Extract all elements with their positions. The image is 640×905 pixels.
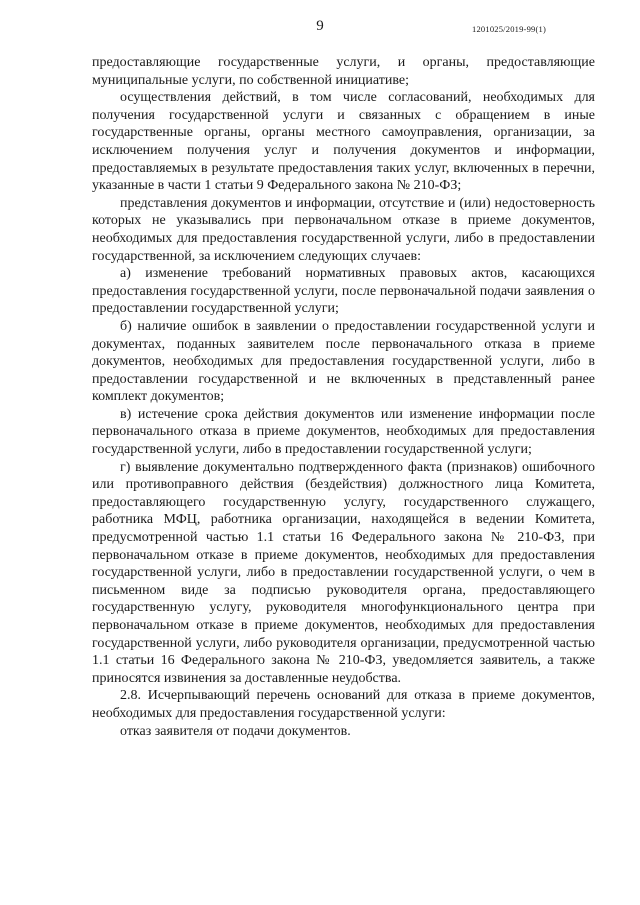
paragraph-refusal: отказ заявителя от подачи документов. — [120, 723, 351, 739]
paragraph-item-v: в) истечение срока действия документов или изменение информации после первоначального отказа в приеме документов, необходимых для предоставления государственной услуги, либо в предоставлении государственной услуги; — [92, 406, 595, 458]
paragraph-item-g: г) выявление документально подтвержденного факта (признаков) ошибочного или противоправного действия (бездействия) должностного лица Комитета, предоставляющего государственную услугу, государственного служащего, работника МФЦ, работника организации, находящейся в ведении Комитета, предусмотренной частью 1.1 статьи 16 Федерального закона № 210-ФЗ, при первоначальном отказе в приеме документов, необходимых для предоставления государственной услуги, либо в предоставлении государственной услуги, о чем в письменном виде за подписью руководителя органа, предоставляющего государственную услугу, руководителя многофункционального центра при первоначальном отказе в приеме документов, необходимых для предоставления государственной услуги, либо руководителя организации, предусмотренной частью 1.1 статьи 16 Федерального закона № 210-ФЗ, уведомляется заявитель, а также приносятся извинения за доставленные неудобства. — [92, 459, 595, 686]
paragraph-section-2-8: 2.8. Исчерпывающий перечень оснований для отказа в приеме документов, необходимых для предоставления государственной услуги: — [92, 688, 595, 721]
paragraph-item-b: б) наличие ошибок в заявлении о предоставлении государственной услуги и документах, поданных заявителем после первоначального отказа в приеме документов, необходимых для предоставления государственной услуги, либо в предоставлении государственной и не включенных в представленный ранее комплект документов; — [92, 318, 595, 405]
paragraph-documents: представления документов и информации, отсутствие и (или) недостоверность которых не указывались при первоначальном отказе в приеме документов, необходимых для предоставления государственной услуги, либо в предоставлении государственной, за исключением следующих случаев: — [92, 195, 595, 264]
paragraph-continuation: предоставляющие государственные услуги, и органы, предоставляющие муниципальные услуги, по собственной инициативе; — [92, 55, 595, 88]
paragraph-actions: осуществления действий, в том числе согласований, необходимых для получения государственной услуги и связанных с обращением в иные государственные органы, органы местного самоуправления, организации, за исключением получения услуг и получения документов и информации, предоставляемых в результате предоставления таких услуг, включенных в перечни, указанные в части 1 статьи 9 Федерального закона № 210-ФЗ; — [92, 90, 595, 194]
document-body — [92, 54, 595, 740]
page-number: 9 — [316, 18, 324, 34]
paragraph-item-a: а) изменение требований нормативных правовых актов, касающихся предоставления государственной услуги, после первоначальной подачи заявления о предоставлении государственной услуги; — [92, 266, 595, 317]
document-code: 1201025/2019-99(1) — [472, 24, 546, 34]
